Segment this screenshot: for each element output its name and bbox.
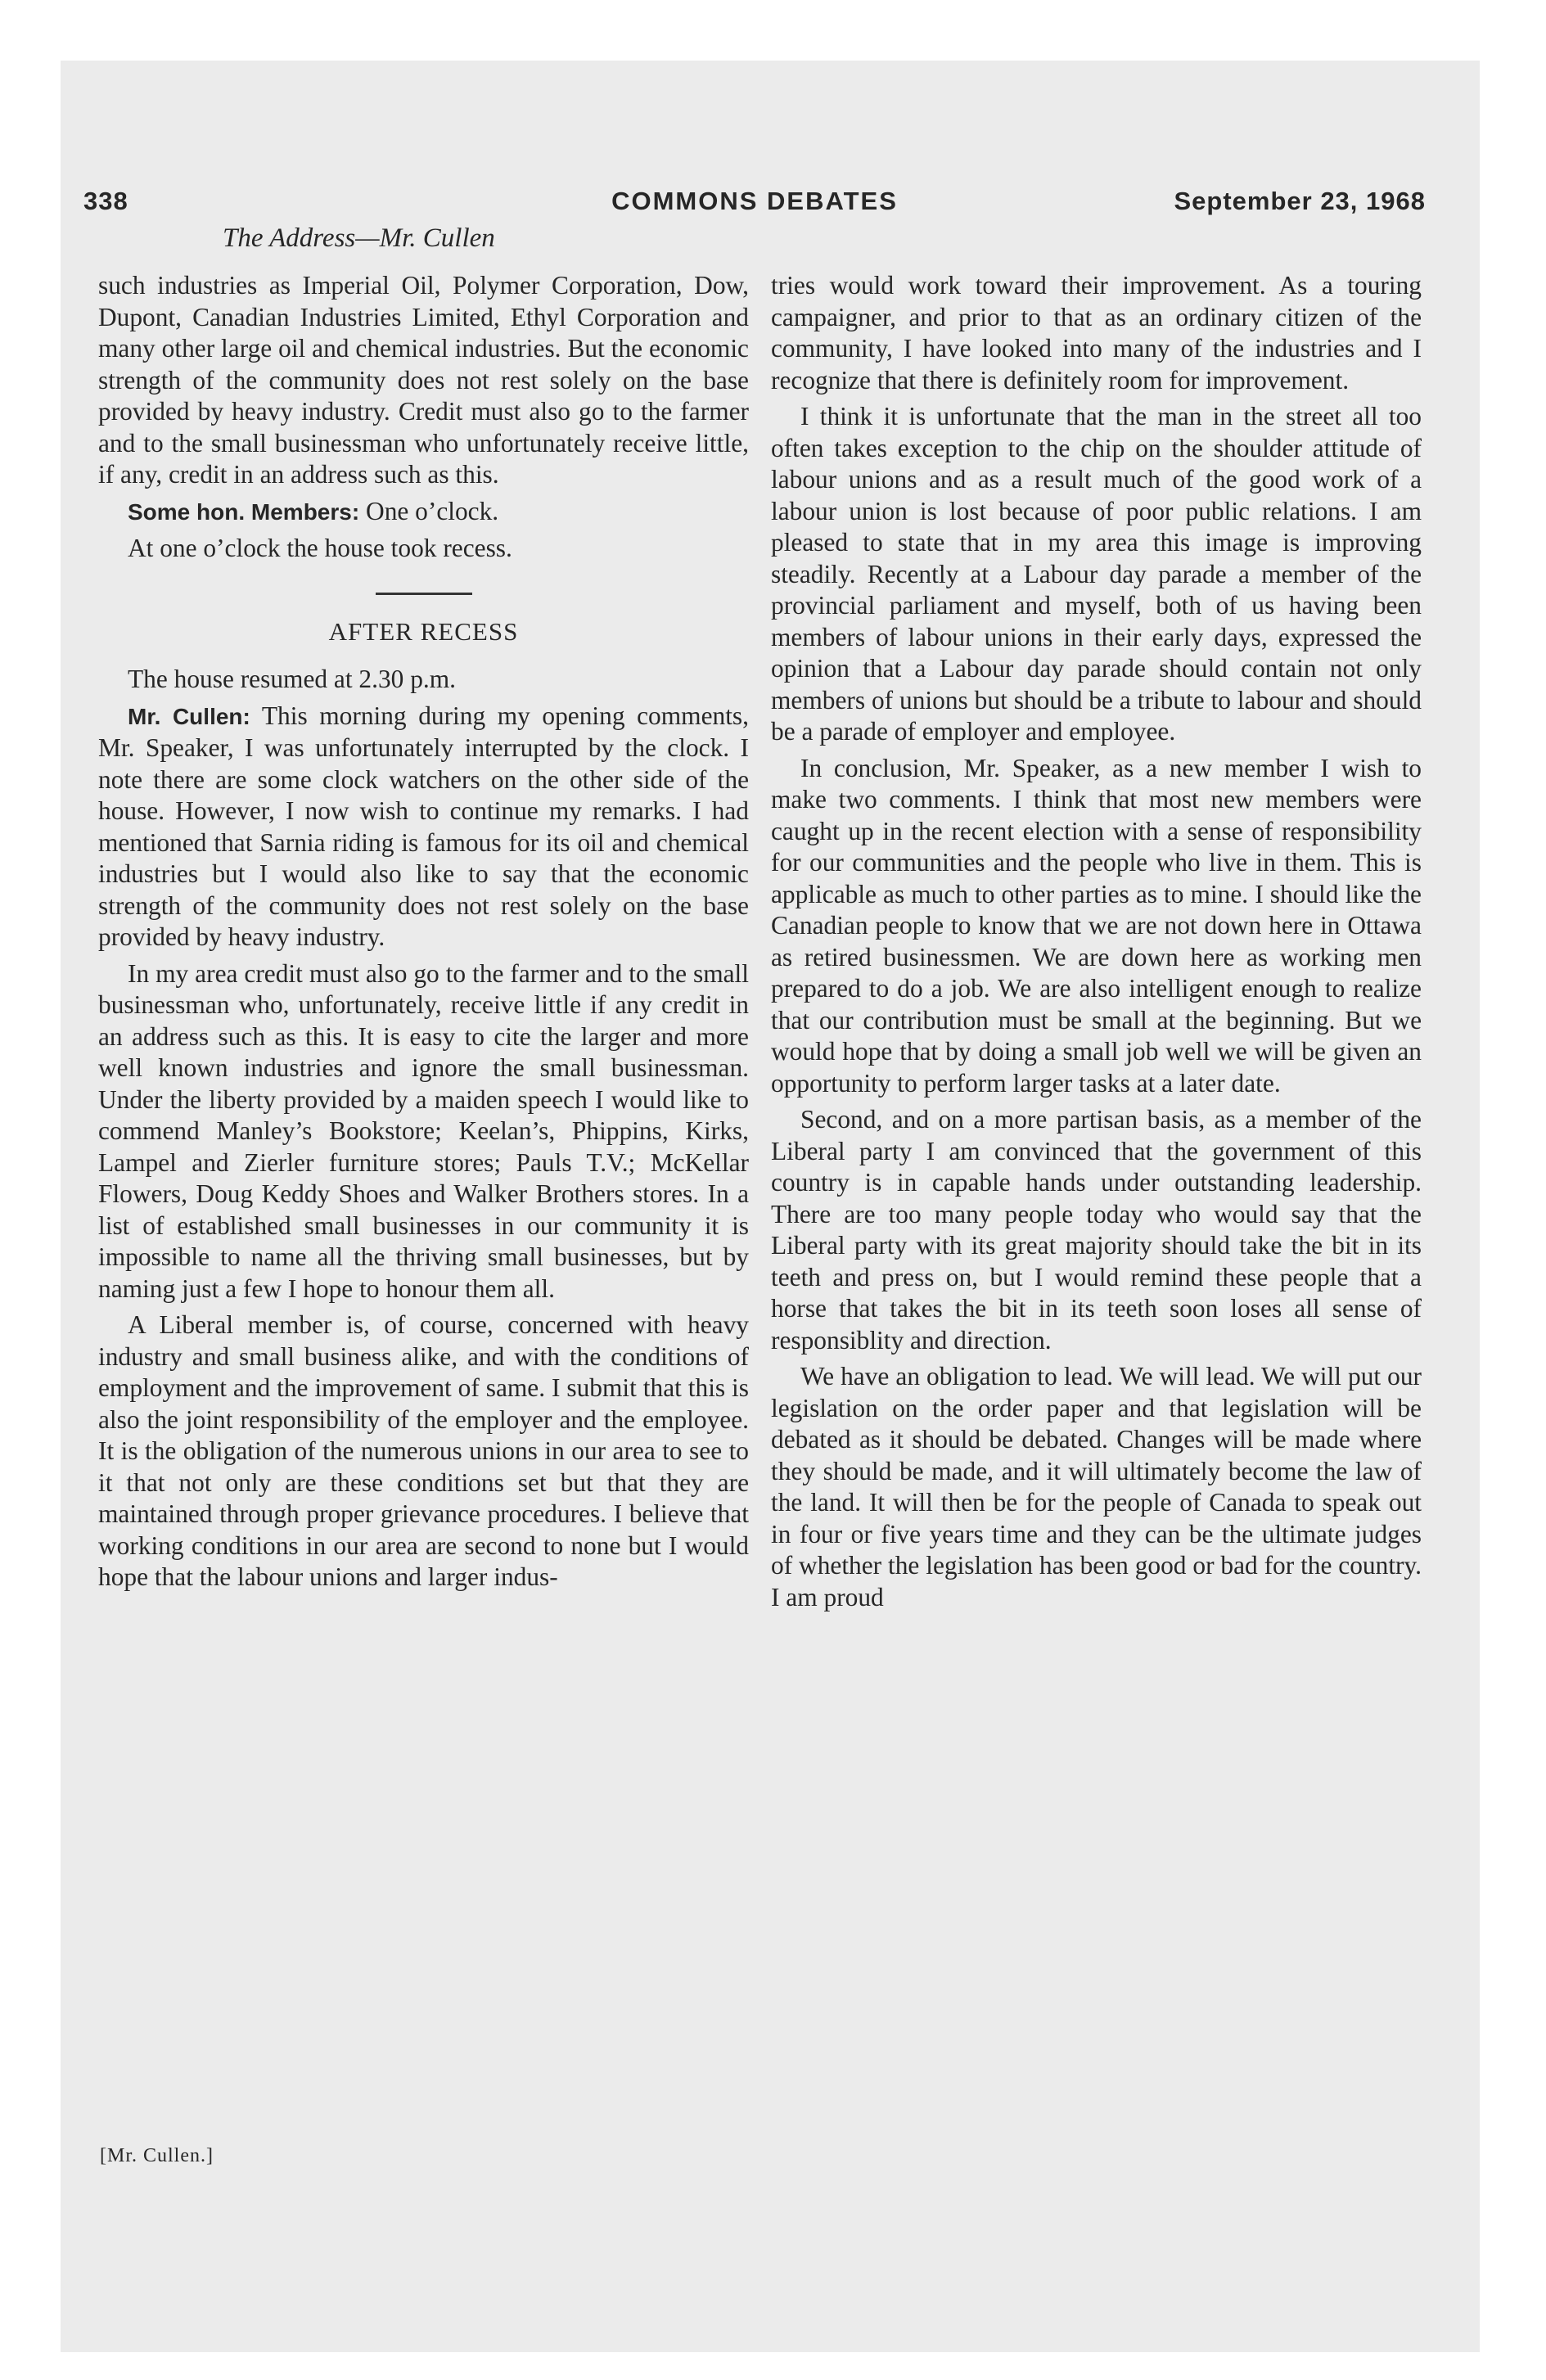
- speaker-name: Some hon. Members:: [128, 498, 360, 525]
- paragraph: [98, 701, 749, 953]
- page-number: 338: [83, 187, 128, 215]
- section-heading: AFTER RECESS: [328, 616, 519, 646]
- paragraph: We have an obligation to lead. We will lead. We will put our legislation on the order paper and that legislation will be debated as it should be debated. Changes will be made where they should be made, and it will ultimately become the law of the land. It will then be for the people of Canada to speak out in four or five years time and they can be the ultimate judges of whether the legislation has been good or bad for the country. I am proud: [771, 1362, 1422, 1611]
- paragraph: In my area credit must also go to the farmer and to the small businessman who, unfortunately, receive little if any credit in an address such as this. It is easy to cite the larger and more well known industries and ignore the small businessman. Under the liberty provided by a maiden speech I would like to commend Manley’s Bookstore; Keelan’s, Phippins, Kirks, Lampel and Zierler furniture stores; Pauls T.V.; McKellar Flowers, Doug Keddy Shoes and Walker Brothers stores. In a list of established small businesses in our community it is impossible to name all the thriving small businesses, but by naming just a few I hope to honour them all.: [98, 958, 749, 1303]
- section-divider: [376, 593, 472, 595]
- speaker-attribution: [Mr. Cullen.]: [100, 2145, 214, 2166]
- left-column: [98, 270, 749, 1598]
- paragraph: The house resumed at 2.30 p.m.: [128, 665, 457, 693]
- running-subhead: The Address—Mr. Cullen: [223, 223, 495, 253]
- paragraph: Second, and on a more partisan basis, as a member of the Liberal party I am convinced that the government of this country is in capable hands under outstanding leadership. There are too many people today who would say that the Liberal party with its great majority should take the bit in its teeth and press on, but I would remind these people that a horse that takes the bit in its teeth soon loses all sense of responsiblity and direction.: [771, 1105, 1422, 1355]
- speech-text: One o’clock.: [359, 496, 499, 525]
- speech-text: This morning during my opening comments, Mr. Speaker, I was unfortunately interrupted by the clock. I note there are some clock watchers on the other side of the house. However, I now wish to continue my remarks. I had mentioned that Sarnia riding is famous for its oil and chemical industries but I would also like to say that the economic strength of the community does not rest solely on the base provided by heavy industry.: [98, 701, 749, 951]
- paragraph: In conclusion, Mr. Speaker, as a new member I wish to make two comments. I think that most new members were caught up in the recent election with a sense of responsibility for our communities and the people who live in them. This is applicable as much to other parties as to mine. I should like the Canadian people to know that we are not down here in Ottawa as retired businessmen. We are down here as working men prepared to do a job. We are also intelligent enough to realize that our contribution must be small at the beginning. But we would hope that by doing a small job well we will be given an opportunity to perform larger tasks at a later date.: [771, 753, 1422, 1098]
- paragraph: I think it is unfortunate that the man in the street all too often takes exception to the chip on the shoulder attitude of labour unions and as a result much of the good work of a labour union is lost because of poor public relations. I am pleased to state that in my area this image is improving steadily. Recently at a Labour day parade a member of the provincial parliament and myself, both of us having been members of labour unions in their early days, expressed the opinion that a Labour day parade should contain not only members of unions but should be a tribute to labour and should be a parade of employer and employee.: [771, 402, 1422, 746]
- paragraph: such industries as Imperial Oil, Polymer Corporation, Dow, Dupont, Canadian Industries Limited, Ethyl Corporation and many other large oil and chemical industries. But the economic strength of the community does not rest solely on the base provided by heavy industry. Credit must also go to the farmer and to the small businessman who unfortunately receive little, if any, credit in an address such as this.: [98, 271, 749, 489]
- right-column: [771, 270, 1422, 1618]
- paragraph: At one o’clock the house took recess.: [128, 534, 512, 562]
- paragraph: [98, 496, 749, 529]
- journal-title: COMMONS DEBATES: [611, 187, 898, 215]
- paragraph: tries would work toward their improvement. As a touring campaigner, and prior to that as an ordinary citizen of the community, I have looked into many of the industries and I recognize that there is definitely room for improvement.: [771, 271, 1422, 394]
- speaker-name: Mr. Cullen:: [128, 703, 250, 729]
- page-date: September 23, 1968: [1174, 187, 1426, 215]
- paragraph: A Liberal member is, of course, concerned with heavy industry and small business alike, and with the conditions of employment and the improvement of same. I submit that this is also the joint responsibility of the employer and the employee. It is the obligation of the numerous unions in our area to see to it that not only are these conditions set but that they are maintained through proper grievance procedures. I believe that working conditions in our area are second to none but I would hope that the labour unions and larger indus-: [98, 1310, 749, 1591]
